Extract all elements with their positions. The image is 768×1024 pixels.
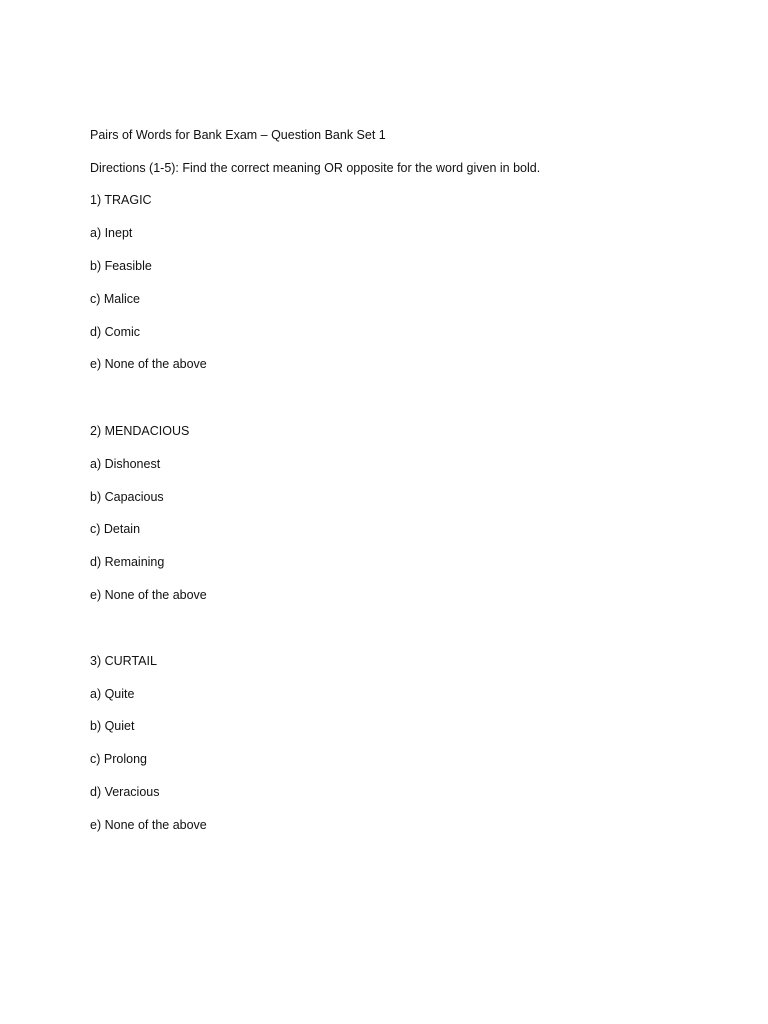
question-1-prompt: 1) TRAGIC <box>90 193 152 207</box>
question-1-option-c: c) Malice <box>90 292 141 306</box>
question-1-option-e: e) None of the above <box>90 357 207 371</box>
question-2-option-c: c) Detain <box>90 522 141 536</box>
question-1-option-a: a) Inept <box>90 226 133 240</box>
question-3-option-b: b) Quiet <box>90 719 135 733</box>
question-2-option-e: e) None of the above <box>90 588 207 602</box>
question-1-option-b: b) Feasible <box>90 259 152 273</box>
question-3-option-a: a) Quite <box>90 687 135 701</box>
question-2-option-b: b) Capacious <box>90 490 164 504</box>
question-3-option-d: d) Veracious <box>90 785 160 799</box>
document-title: Pairs of Words for Bank Exam – Question Bank Set 1 <box>90 128 386 142</box>
question-3-option-e: e) None of the above <box>90 818 207 832</box>
question-3-prompt: 3) CURTAIL <box>90 654 157 668</box>
question-2-option-d: d) Remaining <box>90 555 165 569</box>
question-2-prompt: 2) MENDACIOUS <box>90 424 190 438</box>
question-2-option-a: a) Dishonest <box>90 457 161 471</box>
directions-text: Directions (1-5): Find the correct meaning OR opposite for the word given in bold. <box>90 161 541 175</box>
question-1-option-d: d) Comic <box>90 325 141 339</box>
question-3-option-c: c) Prolong <box>90 752 147 766</box>
